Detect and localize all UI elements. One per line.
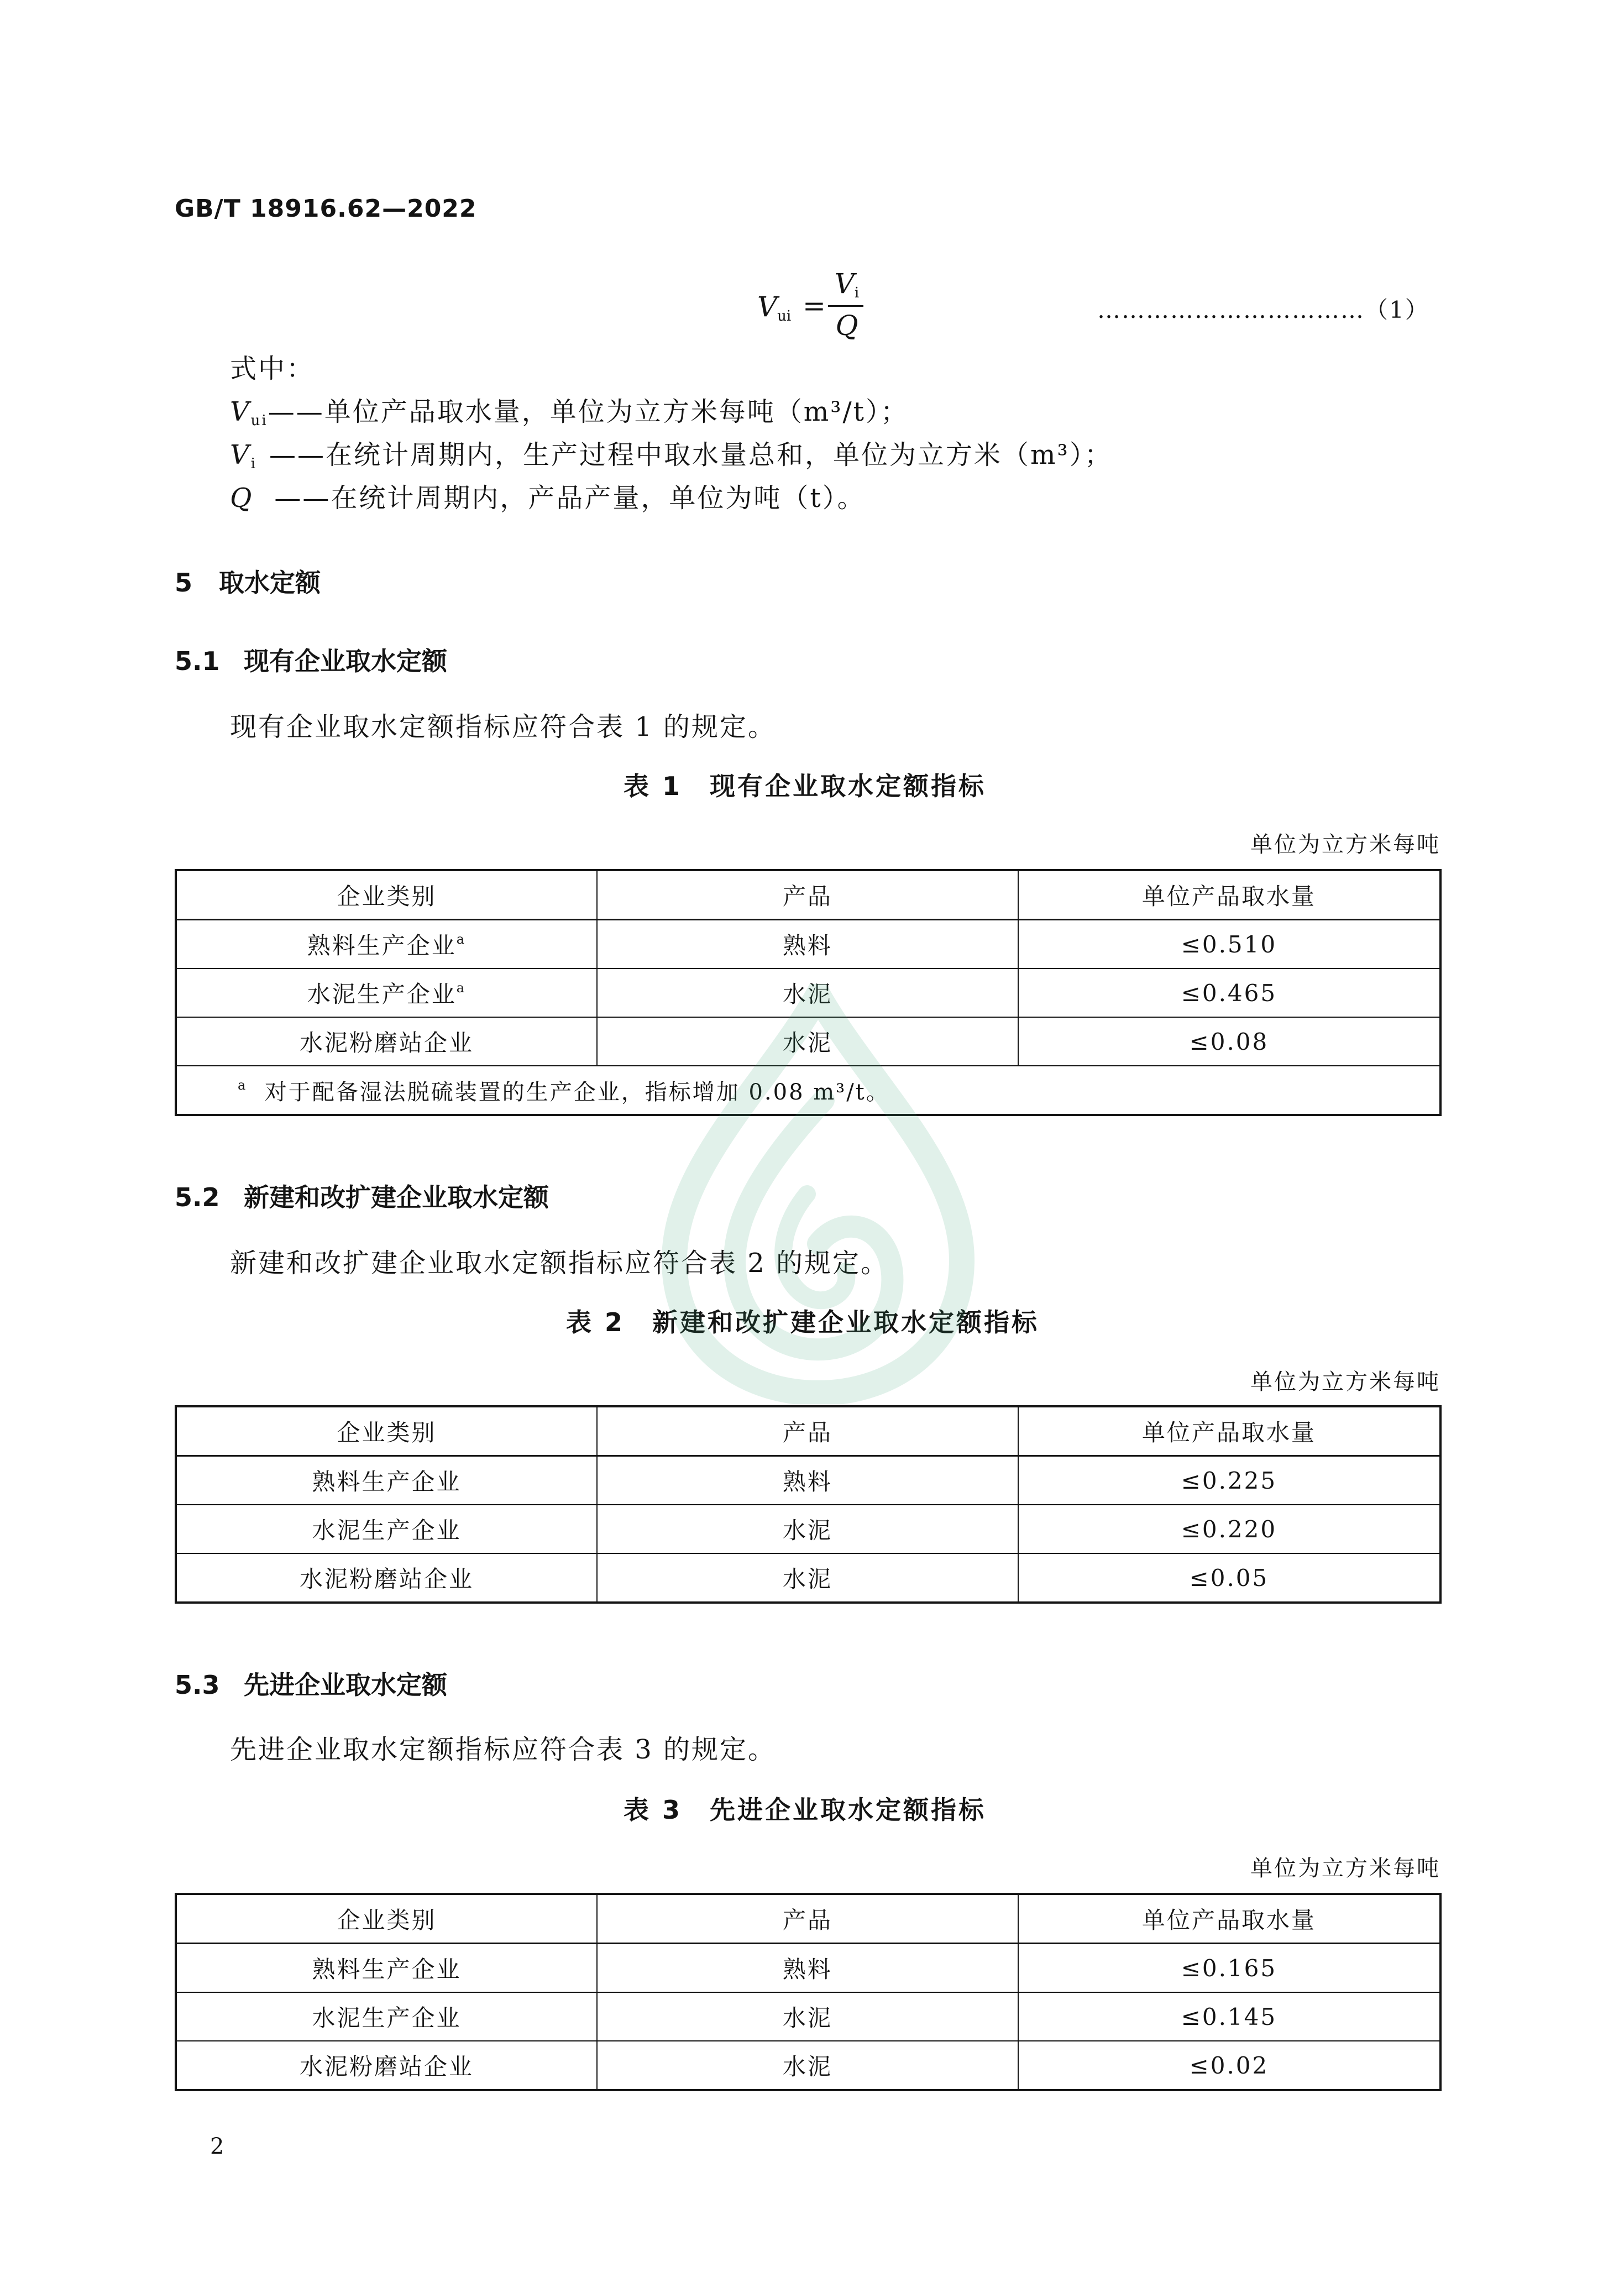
column-header: 产品 [597,1894,1018,1944]
section-5-1-heading: 5.1 现有企业取水定额 [175,646,447,676]
product-cell: 水泥 [597,1017,1018,1066]
var-description: ——在统计周期内，产品产量，单位为吨（t）。 [274,483,866,514]
column-header: 单位产品取水量 [1018,1894,1440,1944]
product-cell: 熟料 [597,1456,1018,1505]
standard-code: GB/T 18916.62—2022 [175,195,477,223]
value-cell: ≤0.02 [1018,2041,1440,2090]
table-row [176,1553,1440,1603]
column-header: 产品 [597,870,1018,920]
section-5-1-intro: 现有企业取水定额指标应符合表 1 的规定。 [230,711,777,742]
value-cell: ≤0.08 [1018,1017,1440,1066]
table-2-caption: 表 2 新建和改扩建企业取水定额指标 [566,1307,1040,1337]
table-3-caption: 表 3 先进企业取水定额指标 [624,1795,987,1825]
section-5-heading: 5 取水定额 [175,568,321,598]
product-cell: 水泥 [597,968,1018,1017]
product-cell: 熟料 [597,920,1018,969]
table-header-row [176,870,1440,920]
table-row [176,1456,1440,1505]
where-intro: 式中： [230,353,315,384]
var-symbol: Q [230,483,254,514]
category-cell: 熟料生产企业$^a$ [176,920,597,969]
value-cell: ≤0.05 [1018,1553,1440,1603]
table-row [176,920,1440,969]
where-item-vui [230,390,909,429]
column-header: 企业类别 [176,1406,597,1456]
value-cell: ≤0.510 [1018,920,1440,969]
page-number: 2 [210,2134,224,2159]
water-drop-watermark-icon [641,984,995,1406]
var-description: ——在统计周期内，生产过程中取水量总和，单位为立方米（m³）； [269,439,1113,470]
product-cell: 水泥 [597,2041,1018,2090]
category-cell: 水泥生产企业 [176,1505,597,1553]
section-5-3-intro: 先进企业取水定额指标应符合表 3 的规定。 [230,1734,777,1765]
fraction-bar [828,305,863,307]
category-cell: 熟料生产企业 [176,1456,597,1505]
value-cell: ≤0.225 [1018,1456,1440,1505]
table-row [176,1992,1440,2041]
column-header: 产品 [597,1406,1018,1456]
var-symbol: $V_i$ [230,439,257,472]
column-header: 单位产品取水量 [1018,870,1440,920]
table-2-unit: 单位为立方米每吨 [1250,1369,1440,1395]
category-cell: 熟料生产企业 [176,1944,597,1993]
table-1-unit: 单位为立方米每吨 [1250,832,1440,857]
section-5-2-intro: 新建和改扩建企业取水定额指标应符合表 2 的规定。 [230,1248,889,1279]
section-5-2-heading: 5.2 新建和改扩建企业取水定额 [175,1182,549,1212]
product-cell: 水泥 [597,1553,1018,1603]
table-row [176,1944,1440,1993]
section-5-3-heading: 5.3 先进企业取水定额 [175,1670,447,1700]
category-cell: 水泥粉磨站企业 [176,1553,597,1603]
formula-numerator: $V_i$ [834,268,860,301]
value-cell: ≤0.165 [1018,1944,1440,1993]
equals-sign: = [803,290,826,322]
category-cell: 水泥粉磨站企业 [176,1017,597,1066]
product-cell: 水泥 [597,1505,1018,1553]
table-note: $^a$ 对于配备湿法脱硫装置的生产企业，指标增加 0.08 m³/t。 [176,1066,1440,1115]
table-header-row [176,1406,1440,1456]
column-header: 企业类别 [176,870,597,920]
where-item-q [230,477,866,515]
table-header-row [176,1894,1440,1944]
var-symbol: $V_{ui}$ [230,396,268,429]
product-cell: 水泥 [597,1992,1018,2041]
value-cell: ≤0.220 [1018,1505,1440,1553]
table-row [176,1505,1440,1553]
product-cell: 熟料 [597,1944,1018,1993]
formula-denominator: Q [835,310,858,342]
table-1-caption: 表 1 现有企业取水定额指标 [624,771,987,801]
category-cell: 水泥粉磨站企业 [176,2041,597,2090]
table-3-unit: 单位为立方米每吨 [1250,1856,1440,1881]
table-3 [175,1893,1442,2091]
var-description: ——单位产品取水量，单位为立方米每吨（m³/t）； [268,396,909,427]
equation-number: ……………………………（1） [1097,296,1429,323]
where-item-vi [230,433,1113,472]
column-header: 单位产品取水量 [1018,1406,1440,1456]
table-2 [175,1405,1442,1604]
value-cell: ≤0.465 [1018,968,1440,1017]
column-header: 企业类别 [176,1894,597,1944]
value-cell: ≤0.145 [1018,1992,1440,2041]
category-cell: 水泥生产企业 [176,1992,597,2041]
formula-lhs: $V_{ui}$ [757,291,792,324]
category-cell: 水泥生产企业$^a$ [176,968,597,1017]
table-row [176,2041,1440,2090]
